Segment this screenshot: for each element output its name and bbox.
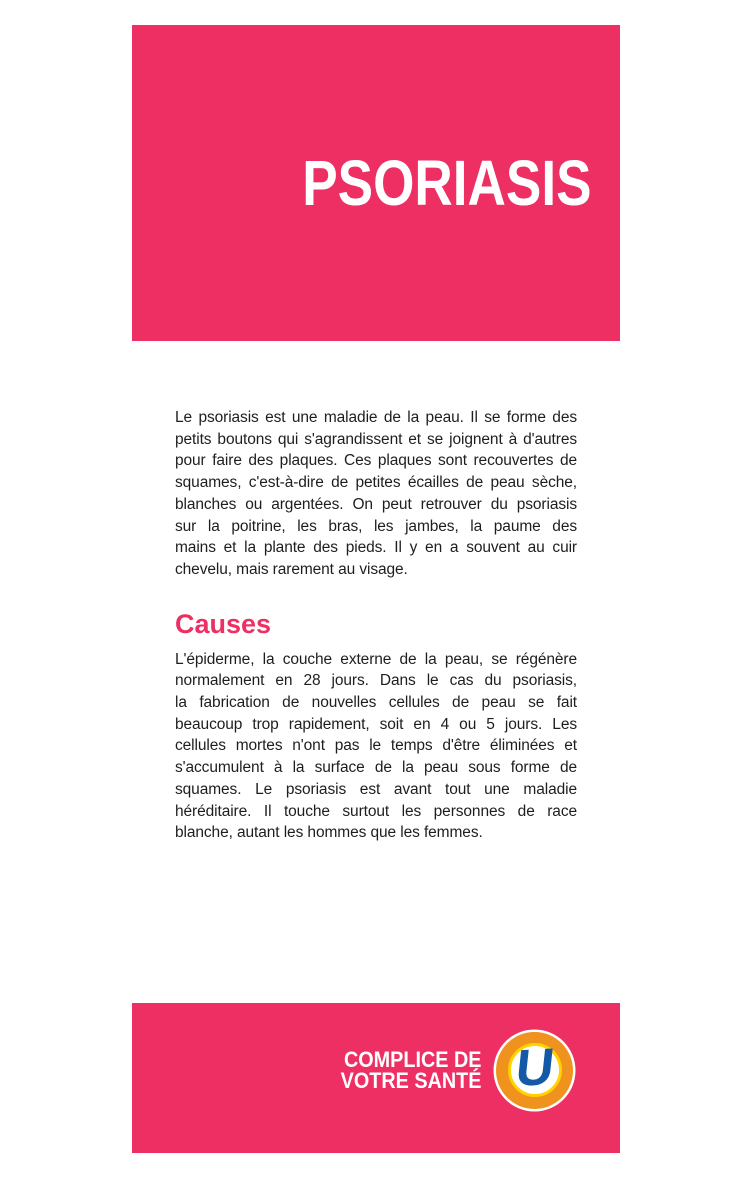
text-line: blanche, autant les hommes que les femmes. bbox=[175, 824, 483, 842]
text-line: mains et la plante des pieds. Il y en a souvent au cuir bbox=[175, 539, 577, 557]
article-body bbox=[175, 407, 577, 844]
text-line: L'épiderme, la couche externe de la peau, se régénère bbox=[175, 650, 577, 668]
u-logo-letter: U bbox=[512, 1038, 557, 1098]
text-line: cellules mortes n'ont pas le temps d'être éliminées et bbox=[175, 737, 577, 755]
text-line: squames, c'est-à-dire de petites écailles de peau sèche, bbox=[175, 474, 577, 492]
section-heading-causes: Causes bbox=[175, 608, 272, 639]
text-line: la fabrication de nouvelles cellules de peau se fait bbox=[175, 694, 577, 712]
text-line: Le psoriasis est une maladie de la peau. Il se forme des bbox=[175, 409, 577, 426]
text-line: s'accumulent à la surface de la peau sous forme de bbox=[175, 759, 577, 777]
text-line: normalement en 28 jours. Dans le cas du psoriasis, bbox=[175, 672, 577, 690]
text-line: héréditaire. Il touche surtout les personnes de race bbox=[175, 802, 577, 820]
footer-content-row bbox=[325, 1032, 573, 1109]
causes-paragraph bbox=[175, 649, 577, 844]
footer-banner bbox=[132, 1003, 620, 1153]
text-line: chevelu, mais rarement au visage. bbox=[175, 560, 408, 578]
brand-tagline bbox=[340, 1049, 481, 1091]
text-line: pour faire des plaques. Ces plaques sont recouvertes de bbox=[175, 452, 577, 470]
header-banner bbox=[132, 25, 620, 341]
text-line: sur la poitrine, les bras, les jambes, la paume des bbox=[175, 517, 577, 535]
intro-paragraph bbox=[175, 407, 577, 581]
text-line: petits boutons qui s'agrandissent et se joignent à d'autres bbox=[175, 430, 577, 448]
text-line: squames. Le psoriasis est avant tout une maladie bbox=[175, 780, 577, 798]
text-line: blanches ou argentées. On peut retrouver du psoriasis bbox=[175, 495, 577, 513]
text-line: beaucoup trop rapidement, soit en 4 ou 5 jours. Les bbox=[175, 715, 577, 733]
u-logo-inner-circle bbox=[508, 1038, 562, 1098]
document-title: PSORIASIS bbox=[302, 147, 592, 219]
brand-tagline-line1: COMPLICE DE bbox=[343, 1047, 481, 1072]
u-brand-logo-icon bbox=[496, 1032, 573, 1109]
brand-tagline-line2: VOTRE SANTÉ bbox=[340, 1068, 481, 1093]
